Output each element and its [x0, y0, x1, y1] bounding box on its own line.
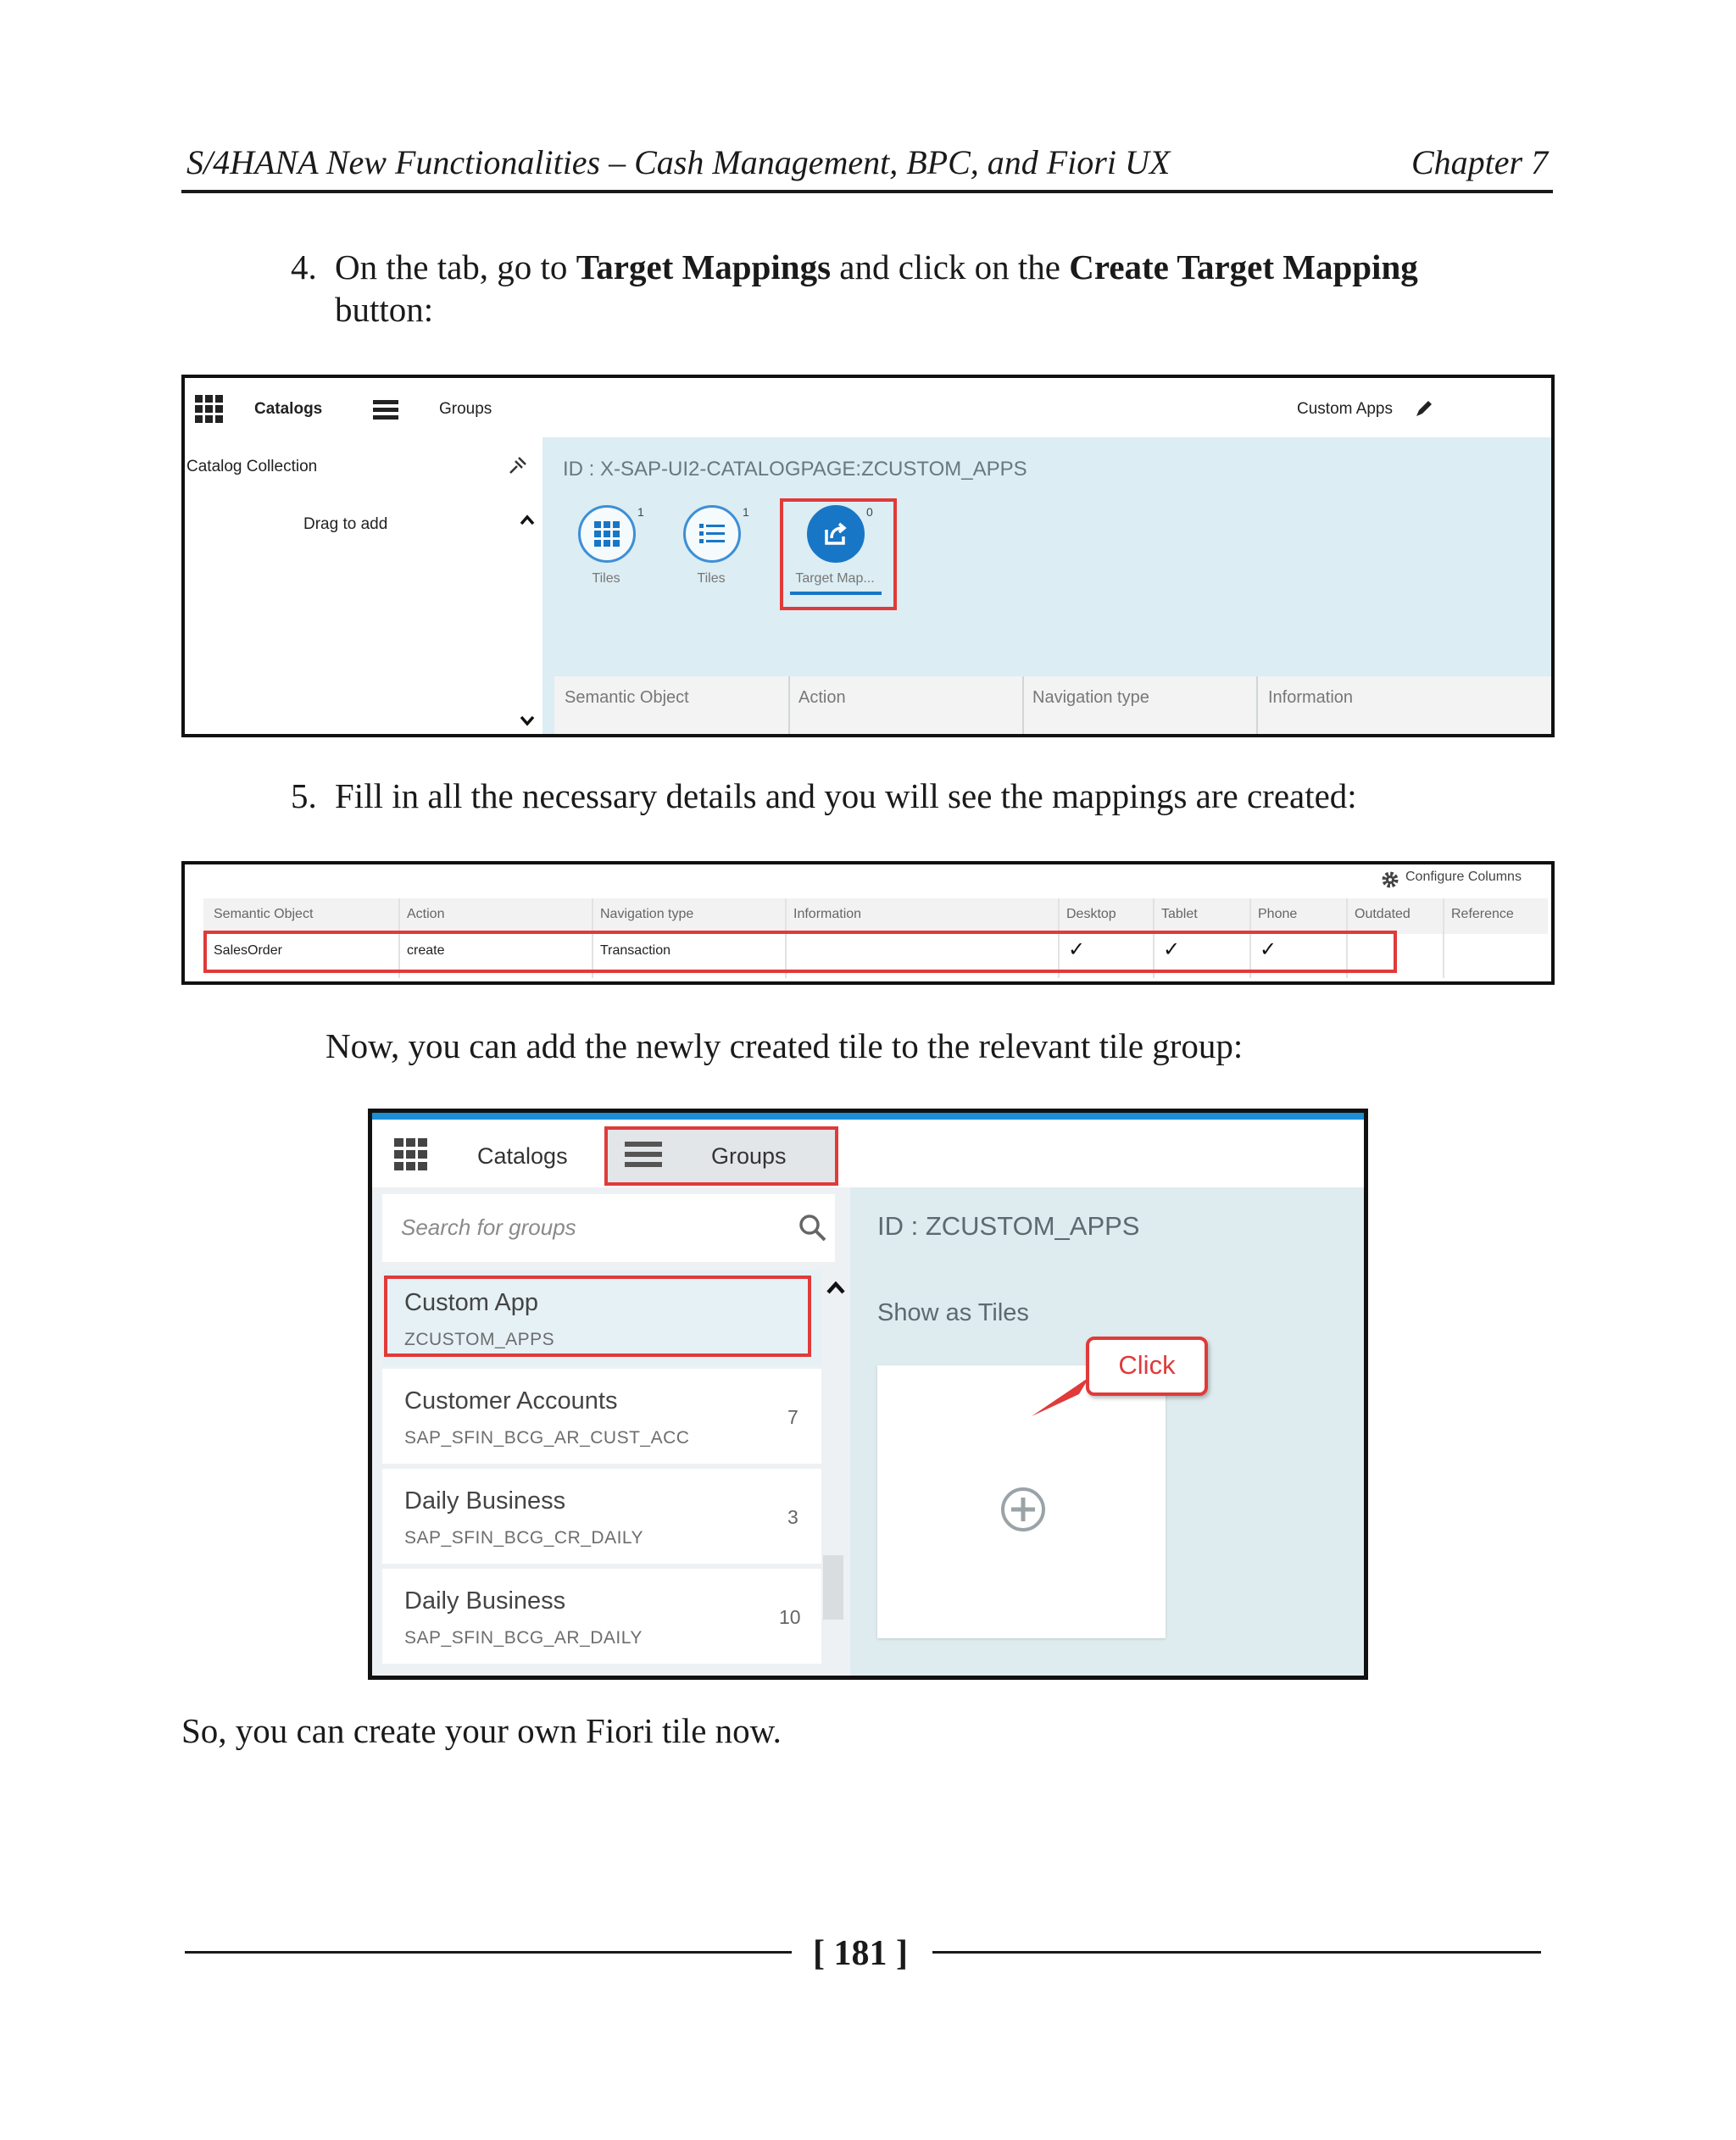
drag-to-add-label: Drag to add: [303, 515, 388, 533]
step-text-part: and click on the: [831, 247, 1070, 286]
group-id: SAP_SFIN_BCG_AR_CUST_ACC: [404, 1428, 690, 1448]
column-header: Navigation type: [1032, 688, 1149, 707]
click-callout: [1086, 1337, 1208, 1396]
step-text: [335, 246, 1522, 331]
catalog-detail-pane: [542, 437, 1551, 734]
custom-apps-title: Custom Apps: [1297, 400, 1393, 418]
column-header: Information: [1268, 688, 1354, 707]
tile-count: 1: [743, 505, 749, 519]
group-title: Custom App: [404, 1289, 538, 1316]
grid-icon[interactable]: [195, 395, 224, 424]
grid-icon[interactable]: [394, 1138, 428, 1172]
tile-label: Tiles: [697, 571, 726, 586]
group-detail-pane: [850, 1187, 1364, 1676]
gear-icon[interactable]: [1380, 870, 1400, 890]
column-header: Action: [407, 907, 445, 921]
configure-columns-button[interactable]: Configure Columns: [1405, 870, 1522, 884]
checkmark-icon: ✓: [1260, 938, 1277, 961]
group-title: Daily Business: [404, 1587, 566, 1615]
active-tab-underline: [790, 592, 882, 595]
cell-navigation-type: Transaction: [600, 943, 670, 958]
tile-label: Target Map...: [795, 571, 875, 586]
column-header: Phone: [1258, 907, 1298, 921]
tile-label: Tiles: [592, 571, 620, 586]
catalogs-tab[interactable]: Catalogs: [477, 1143, 568, 1169]
top-accent-bar: [372, 1113, 1364, 1120]
group-id: SAP_SFIN_BCG_AR_DAILY: [404, 1628, 643, 1648]
search-icon[interactable]: [798, 1213, 828, 1243]
cell-action: create: [407, 943, 445, 958]
column-header: Desktop: [1066, 907, 1116, 921]
catalogs-tab[interactable]: Catalogs: [254, 400, 323, 418]
share-icon: [807, 505, 865, 563]
step-number: 5.: [291, 776, 317, 815]
body-paragraph: So, you can create your own Fiori tile now.: [181, 1711, 782, 1750]
tiles-tab-2[interactable]: [683, 505, 749, 586]
group-item-daily-business[interactable]: [382, 1569, 821, 1664]
group-id: SAP_SFIN_BCG_CR_DAILY: [404, 1528, 644, 1548]
tiles-tab-1[interactable]: [578, 505, 644, 586]
menu-icon: [625, 1140, 662, 1169]
plus-circle-icon: [999, 1486, 1047, 1533]
group-item-daily-business[interactable]: [382, 1469, 821, 1564]
checkmark-icon: ✓: [1068, 938, 1086, 961]
column-header: Tablet: [1161, 907, 1198, 921]
chevron-up-icon[interactable]: [825, 1277, 847, 1299]
footer-rule-right: [932, 1951, 1541, 1954]
column-header: Information: [793, 907, 862, 921]
table-row-highlight: [203, 931, 1397, 973]
page-number: [ 181 ]: [813, 1934, 908, 1973]
cell-semantic-object: SalesOrder: [214, 943, 282, 958]
running-header-chapter: Chapter 7: [1411, 143, 1549, 181]
list-icon: [683, 505, 741, 563]
figure-catalog-target-mappings: [181, 375, 1555, 737]
column-header: Outdated: [1355, 907, 1410, 921]
scrollbar-thumb[interactable]: [823, 1555, 843, 1620]
group-tile-count: 3: [787, 1506, 798, 1528]
groups-tab[interactable]: Groups: [439, 400, 492, 418]
show-as-tiles-label: Show as Tiles: [877, 1299, 1029, 1326]
target-mappings-table-header: [554, 676, 1551, 734]
group-item-highlight: [384, 1276, 811, 1357]
column-header: Semantic Object: [214, 907, 314, 921]
tile-count: 0: [866, 505, 873, 519]
group-id: ZCUSTOM_APPS: [404, 1330, 555, 1349]
pin-icon[interactable]: [507, 454, 529, 476]
column-header: Semantic Object: [565, 688, 689, 707]
column-header: Action: [798, 688, 846, 707]
groups-tab-label: Groups: [711, 1143, 787, 1169]
group-tile-count: 7: [787, 1406, 798, 1428]
group-id-label: ID : ZCUSTOM_APPS: [877, 1211, 1140, 1241]
footer-rule-left: [185, 1951, 792, 1954]
step-text-part: On the tab, go to: [335, 247, 576, 286]
tile-count: 1: [637, 505, 644, 519]
chevron-down-icon[interactable]: [519, 712, 536, 729]
search-input[interactable]: Search for groups: [401, 1215, 576, 1240]
column-divider: [788, 676, 790, 734]
catalog-collection-label: Catalog Collection: [186, 458, 318, 475]
group-tile-count: 10: [779, 1606, 801, 1628]
group-item-customer-accounts[interactable]: [382, 1369, 821, 1464]
add-tile-placeholder[interactable]: [877, 1365, 1166, 1638]
chevron-up-icon[interactable]: [519, 512, 536, 529]
step-bold-target-mappings: Target Mappings: [576, 247, 832, 286]
menu-icon[interactable]: [373, 398, 398, 422]
step-text-part: button:: [335, 290, 434, 329]
edit-pencil-icon[interactable]: [1414, 398, 1434, 419]
column-divider: [1256, 676, 1258, 734]
target-mappings-tab[interactable]: [807, 505, 873, 563]
running-header-title: S/4HANA New Functionalities – Cash Management, BPC, and Fiori UX: [186, 143, 1171, 181]
step-text: Fill in all the necessary details and you will see the mappings are created:: [335, 776, 1357, 815]
group-title: Daily Business: [404, 1487, 566, 1515]
figure-target-mapping-table: [181, 861, 1555, 985]
grid-icon: [578, 505, 636, 563]
column-divider: [1443, 898, 1444, 978]
column-header: Navigation type: [600, 907, 694, 921]
figure-groups-assign: [368, 1109, 1368, 1680]
column-divider: [1022, 676, 1024, 734]
body-paragraph: Now, you can add the newly created tile to the relevant tile group:: [326, 1026, 1244, 1065]
header-rule: [181, 190, 1553, 193]
click-callout-text: Click: [1118, 1350, 1176, 1380]
group-title: Customer Accounts: [404, 1387, 618, 1415]
catalog-id-label: ID : X-SAP-UI2-CATALOGPAGE:ZCUSTOM_APPS: [563, 458, 1027, 481]
step-number: 4.: [291, 247, 317, 286]
step-bold-create-target-mapping: Create Target Mapping: [1069, 247, 1418, 286]
column-header: Reference: [1451, 907, 1514, 921]
checkmark-icon: ✓: [1163, 938, 1181, 961]
